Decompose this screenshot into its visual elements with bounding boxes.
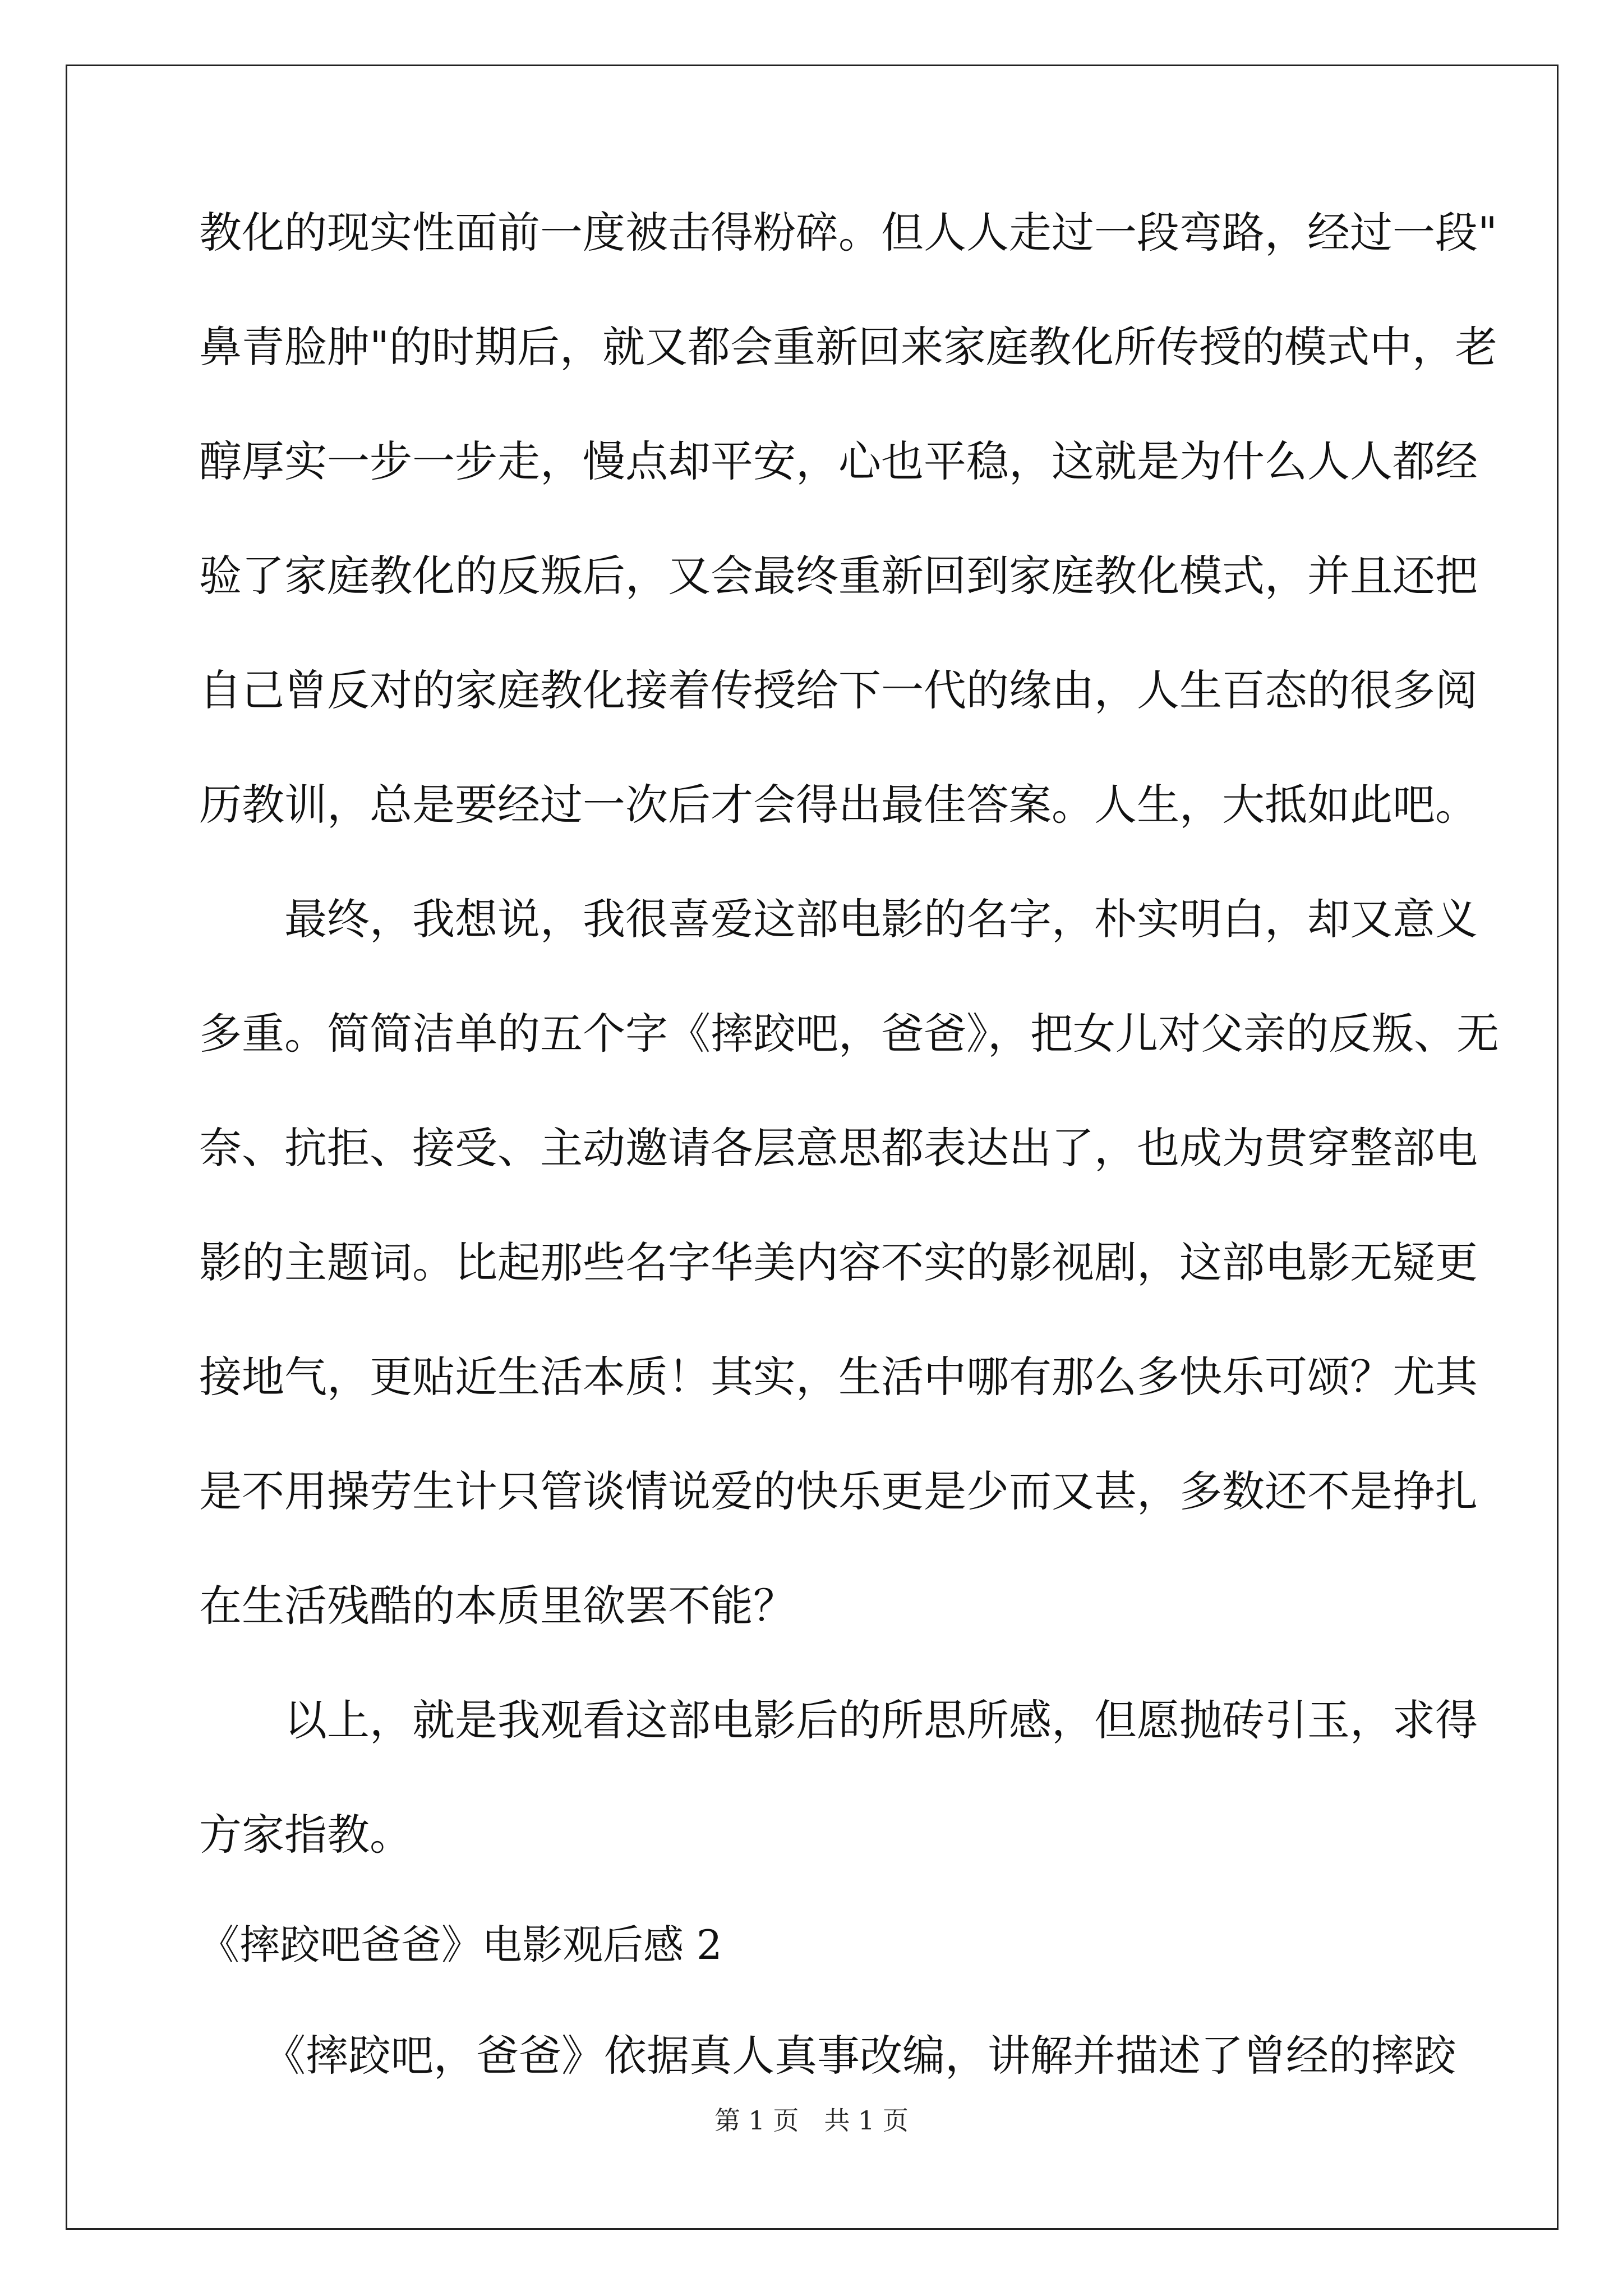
paragraph-line: 醇厚实一步一步走，慢点却平安，心也平稳，这就是为什么人人都经 (199, 436, 1478, 486)
paragraph-line: 以上，就是我观看这部电影后的所思所感，但愿抛砖引玉，求得 (199, 1695, 1478, 1745)
paragraph-line: 方家指教。 (199, 1810, 412, 1860)
page-footer (0, 2104, 1623, 2137)
page-number: 第 1 页 (714, 2105, 799, 2136)
paragraph-line: 奈、抗拒、接受、主动邀请各层意思都表达出了，也成为贯穿整部电 (199, 1123, 1478, 1173)
paragraph-line: 最终，我想说，我很喜爱这部电影的名字，朴实明白，却又意义 (199, 894, 1478, 944)
paragraph-line: 接地气，更贴近生活本质！其实，生活中哪有那么多快乐可颂？尤其 (199, 1352, 1478, 1402)
paragraph-line: 多重。简简洁单的五个字《摔跤吧，爸爸》，把女儿对父亲的反叛、无 (199, 1009, 1499, 1059)
paragraph-line: 《摔跤吧，爸爸》依据真人真事改编，讲解并描述了曾经的摔跤 (199, 2031, 1456, 2081)
paragraph-line: 自己曾反对的家庭教化接着传授给下一代的缘由，人生百态的很多阅 (199, 665, 1478, 715)
page-total: 共 1 页 (824, 2105, 909, 2136)
paragraph-line: 在生活残酷的本质里欲罢不能？ (199, 1581, 796, 1631)
paragraph-line: 是不用操劳生计只管谈情说爱的快乐更是少而又甚，多数还不是挣扎 (199, 1466, 1478, 1516)
paragraph-line: 教化的现实性面前一度被击得粉碎。但人人走过一段弯路，经过一段" (199, 208, 1497, 257)
paragraph-line: 鼻青脸肿"的时期后，就又都会重新回来家庭教化所传授的模式中，老 (199, 322, 1497, 372)
paragraph-line: 验了家庭教化的反叛后，又会最终重新回到家庭教化模式，并且还把 (199, 551, 1478, 601)
paragraph-line: 影的主题词。比起那些名字华美内容不实的影视剧，这部电影无疑更 (199, 1237, 1478, 1287)
paragraph-line: 历教训，总是要经过一次后才会得出最佳答案。人生，大抵如此吧。 (199, 780, 1478, 830)
section-heading: 《摔跤吧爸爸》电影观后感 2 (199, 1921, 722, 1968)
